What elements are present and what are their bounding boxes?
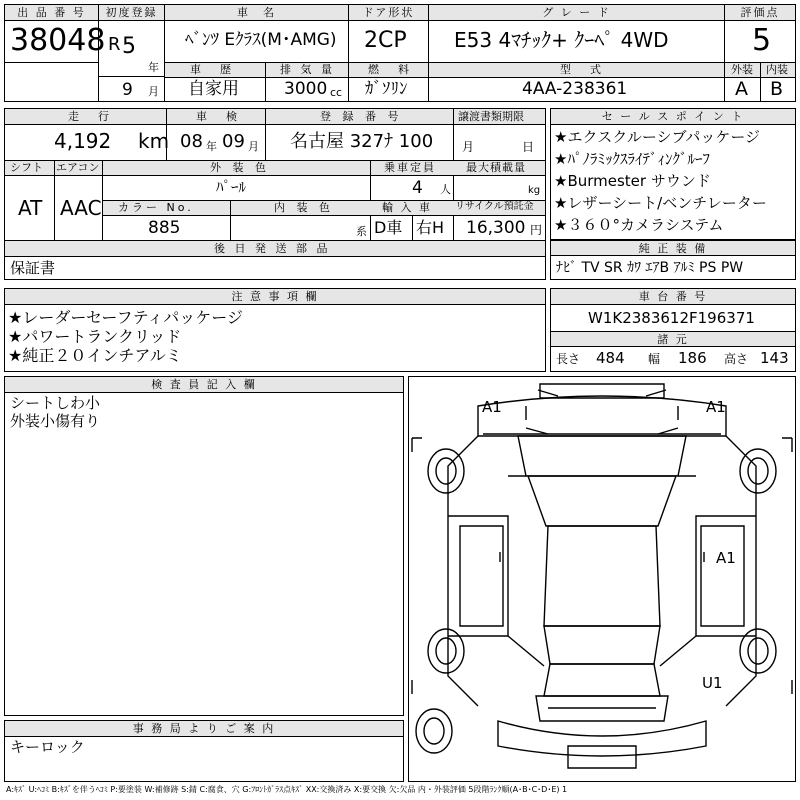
car-name-label: 車 名 xyxy=(165,5,348,21)
exterior-grade: A xyxy=(735,78,748,100)
notice-item: ★パワートランクリッド xyxy=(8,327,182,346)
color-no: 885 xyxy=(148,218,181,238)
door-shape: 2CP xyxy=(364,28,407,53)
exterior-label: 外装 xyxy=(731,63,753,76)
notice-label: 注 意 事 項 欄 xyxy=(5,289,545,305)
notice-item: ★純正２０インチアルミ xyxy=(8,346,182,365)
sales-point: ★ﾊﾟﾉﾗﾐｯｸｽﾗｲﾃﾞｨﾝｸﾞﾙｰﾌ xyxy=(554,150,710,168)
height: 143 xyxy=(760,349,789,367)
grade: E53 4ﾏﾁｯｸ+ ｸｰﾍﾟ 4WD xyxy=(454,28,669,52)
model-label: 型 式 xyxy=(560,63,605,76)
inspector-label: 検 査 員 記 入 欄 xyxy=(5,377,403,393)
inspector-item: シートしわ小 xyxy=(10,394,101,412)
fuel-label: 燃 料 xyxy=(368,63,413,76)
recycle-unit: 円 xyxy=(530,223,543,237)
car-name: ﾍﾞﾝﾂ Eｸﾗｽ(M･AMG) xyxy=(185,30,337,50)
dimensions-label: 諸 元 xyxy=(551,332,795,347)
displacement: 3000 xyxy=(284,79,328,99)
history-label: 車 歴 xyxy=(190,63,235,76)
sales-point: ★Burmester サウンド xyxy=(554,172,711,190)
first-reg-month: 9 xyxy=(122,80,133,100)
door-label: ドア形状 xyxy=(349,5,428,21)
import-d: D車 xyxy=(374,218,403,237)
insp-year: 08 xyxy=(180,131,203,152)
shift: AT xyxy=(18,196,43,220)
load-label: 最大積載量 xyxy=(466,161,526,174)
damage-mark-right-side: A1 xyxy=(716,549,736,567)
damage-mark-front-left: A1 xyxy=(482,398,502,416)
interior-grade: B xyxy=(770,78,784,100)
insp-year-suffix: 年 xyxy=(206,140,217,153)
insp-month: 09 xyxy=(222,131,245,152)
length-label: 長さ xyxy=(556,352,581,366)
lot-number-label: 出 品 番 号 xyxy=(5,5,98,21)
reg-label: 登 録 番 号 xyxy=(320,110,403,123)
inspection-label: 車 検 xyxy=(196,110,241,123)
model: 4AA-238361 xyxy=(522,79,628,99)
mileage: 4,192 xyxy=(54,129,112,153)
capacity-unit: 人 xyxy=(440,183,451,196)
mileage-unit: km xyxy=(138,129,170,153)
import-label: 輸 入 車 xyxy=(382,201,432,214)
year-suffix: 年 xyxy=(148,61,159,74)
capacity-label: 乗車定員 xyxy=(384,161,436,174)
transfer-label: 譲渡書類期限 xyxy=(458,110,524,123)
displacement-label: 排 気 量 xyxy=(280,63,335,76)
era: R xyxy=(108,34,121,55)
insp-month-suffix: 月 xyxy=(248,140,259,153)
capacity: 4 xyxy=(412,178,423,198)
reg-number: 名古屋 327ﾅ 100 xyxy=(290,131,434,152)
lot-number: 38048 xyxy=(10,23,106,58)
interior-label: 内装 xyxy=(766,63,788,76)
later-parts-label: 後 日 発 送 部 品 xyxy=(214,242,331,255)
equipment-label: 純 正 装 備 xyxy=(551,241,795,256)
sales-point: ★エクスクルーシブパッケージ xyxy=(554,128,761,146)
color-no-label: カラー No. xyxy=(118,201,194,214)
chassis-number: W1K2383612F196371 xyxy=(588,309,755,327)
width-label: 幅 xyxy=(648,352,661,366)
sales-point: ★レザーシート/ベンチレーター xyxy=(554,194,767,212)
office-item: キーロック xyxy=(10,738,85,756)
damage-mark-rear-right: U1 xyxy=(702,674,723,692)
inspector-item: 外装小傷有り xyxy=(10,412,101,430)
recycle-label: リサイクル預託金 xyxy=(455,201,534,212)
load-unit: kg xyxy=(528,185,541,196)
sales-point: ★３６０°カメラシステム xyxy=(554,216,724,234)
first-reg-label: 初度登録 xyxy=(99,5,164,21)
ac: AAC xyxy=(60,196,102,220)
era-year: 5 xyxy=(122,34,136,59)
color-label: 外 装 色 xyxy=(210,161,270,174)
office-label: 事 務 局 よ り ご 案 内 xyxy=(5,721,403,737)
car-diagram-drawing xyxy=(408,376,796,782)
interior-color-label: 内 装 色 xyxy=(274,201,334,214)
later-parts: 保証書 xyxy=(10,259,56,277)
history: 自家用 xyxy=(188,79,239,99)
import-handle: 右H xyxy=(416,218,445,237)
recycle-fee: 16,300 xyxy=(466,218,526,238)
score-label: 評価点 xyxy=(725,5,795,21)
height-label: 高さ xyxy=(724,352,749,366)
legend: A:ｷｽﾞ U:ﾍｺﾐ B:ｷｽﾞを伴うﾍｺﾐ P:要塗装 W:補修跡 S:錆 C:腐食、穴 G:ﾌﾛﾝﾄｶﾞﾗｽ点ｷｽﾞ XX:交換済み X:要交換 欠:欠品 内・外装評価 5段階ﾗﾝｸ順(A･B･C･D･E) 1 xyxy=(6,785,568,794)
damage-mark-front-right: A1 xyxy=(706,398,726,416)
equipment-items: ﾅﾋﾞ TV SR ｶﾜ ｴｱB ｱﾙﾐ PS PW xyxy=(556,260,744,276)
month-suffix: 月 xyxy=(148,85,159,98)
grade-label: グ レ ー ド xyxy=(429,5,724,21)
chassis-label: 車 台 番 号 xyxy=(551,289,795,305)
transfer-day: 日 xyxy=(522,140,535,154)
sales-points-label: セ ー ル ス ポ イ ン ト xyxy=(551,109,795,125)
mileage-label: 走 行 xyxy=(68,110,113,123)
exterior-color: ﾊﾟｰﾙ xyxy=(216,178,247,196)
score: 5 xyxy=(752,23,772,58)
fuel: ｶﾞｿﾘﾝ xyxy=(365,79,408,99)
displacement-unit: cc xyxy=(330,86,343,99)
shift-label: シフト xyxy=(10,161,43,174)
width: 186 xyxy=(678,349,707,367)
transfer-month: 月 xyxy=(462,140,475,154)
notice-item: ★レーダーセーフティパッケージ xyxy=(8,308,243,327)
interior-color-suffix: 系 xyxy=(356,225,367,238)
ac-label: エアコン xyxy=(56,161,100,174)
length: 484 xyxy=(596,349,625,367)
